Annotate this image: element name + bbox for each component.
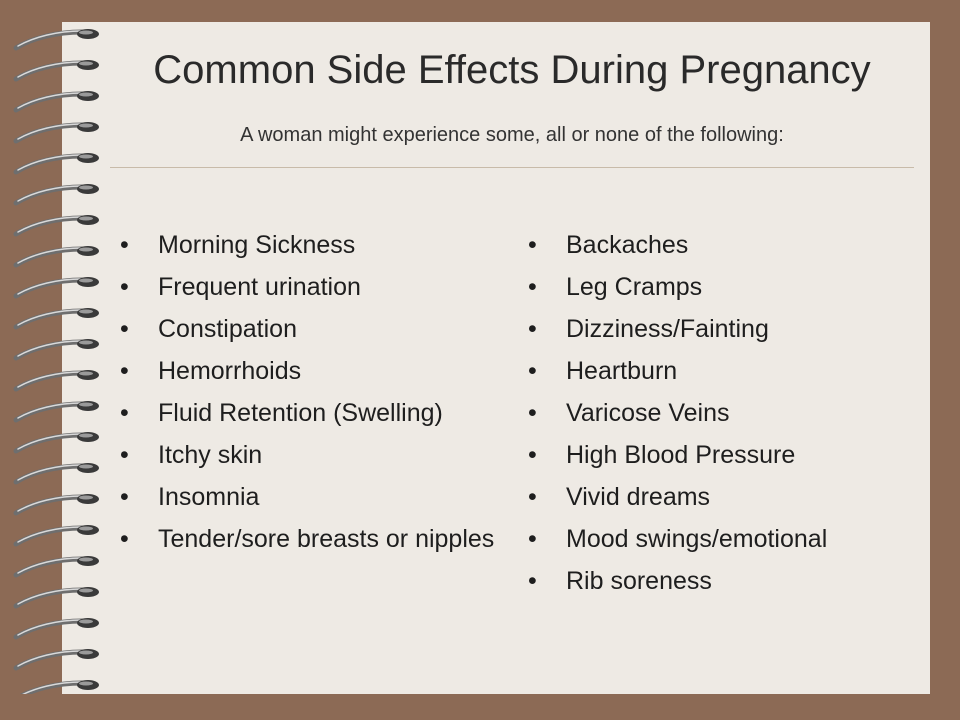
- list-item: • Dizziness/Fainting: [528, 315, 928, 344]
- page-title: Common Side Effects During Pregnancy: [153, 48, 871, 92]
- spiral-ring: [16, 308, 99, 327]
- divider: [110, 167, 914, 168]
- spiral-ring: [16, 432, 99, 451]
- list-item: • Hemorrhoids: [120, 357, 500, 386]
- spiral-ring: [16, 184, 99, 203]
- spiral-ring: [16, 401, 99, 420]
- list-item: • Vivid dreams: [528, 483, 928, 512]
- spiral-ring: [16, 339, 99, 358]
- list-item: • Tender/sore breasts or nipples: [120, 525, 500, 554]
- list-item: • Frequent urination: [120, 273, 500, 302]
- spiral-ring: [16, 246, 99, 265]
- spiral-ring: [16, 153, 99, 172]
- list-item: • Leg Cramps: [528, 273, 928, 302]
- right-list: [528, 231, 928, 609]
- list-item: • Varicose Veins: [528, 399, 928, 428]
- list-item: • Rib soreness: [528, 567, 928, 596]
- spiral-binding: [12, 22, 122, 694]
- spiral-ring: [16, 680, 99, 694]
- spiral-ring: [16, 494, 99, 513]
- spiral-ring: [16, 525, 99, 544]
- page-subtitle: A woman might experience some, all or none of the following:: [240, 124, 784, 146]
- list-item: • Heartburn: [528, 357, 928, 386]
- list-item: • Morning Sickness: [120, 231, 500, 260]
- spiral-ring: [16, 587, 99, 606]
- spiral-ring: [16, 29, 99, 48]
- list-item: • Constipation: [120, 315, 500, 344]
- list-item: • Mood swings/emotional: [528, 525, 928, 554]
- list-item: • High Blood Pressure: [528, 441, 928, 470]
- spiral-ring: [16, 556, 99, 575]
- list-item: • Backaches: [528, 231, 928, 260]
- spiral-ring: [16, 91, 99, 110]
- list-item: • Fluid Retention (Swelling): [120, 399, 500, 428]
- list-item: • Insomnia: [120, 483, 500, 512]
- spiral-ring: [16, 215, 99, 234]
- list-item: • Itchy skin: [120, 441, 500, 470]
- spiral-ring: [16, 277, 99, 296]
- spiral-ring: [16, 649, 99, 668]
- spiral-ring: [16, 370, 99, 389]
- spiral-ring: [16, 618, 99, 637]
- left-list: [120, 231, 500, 567]
- spiral-ring: [16, 463, 99, 482]
